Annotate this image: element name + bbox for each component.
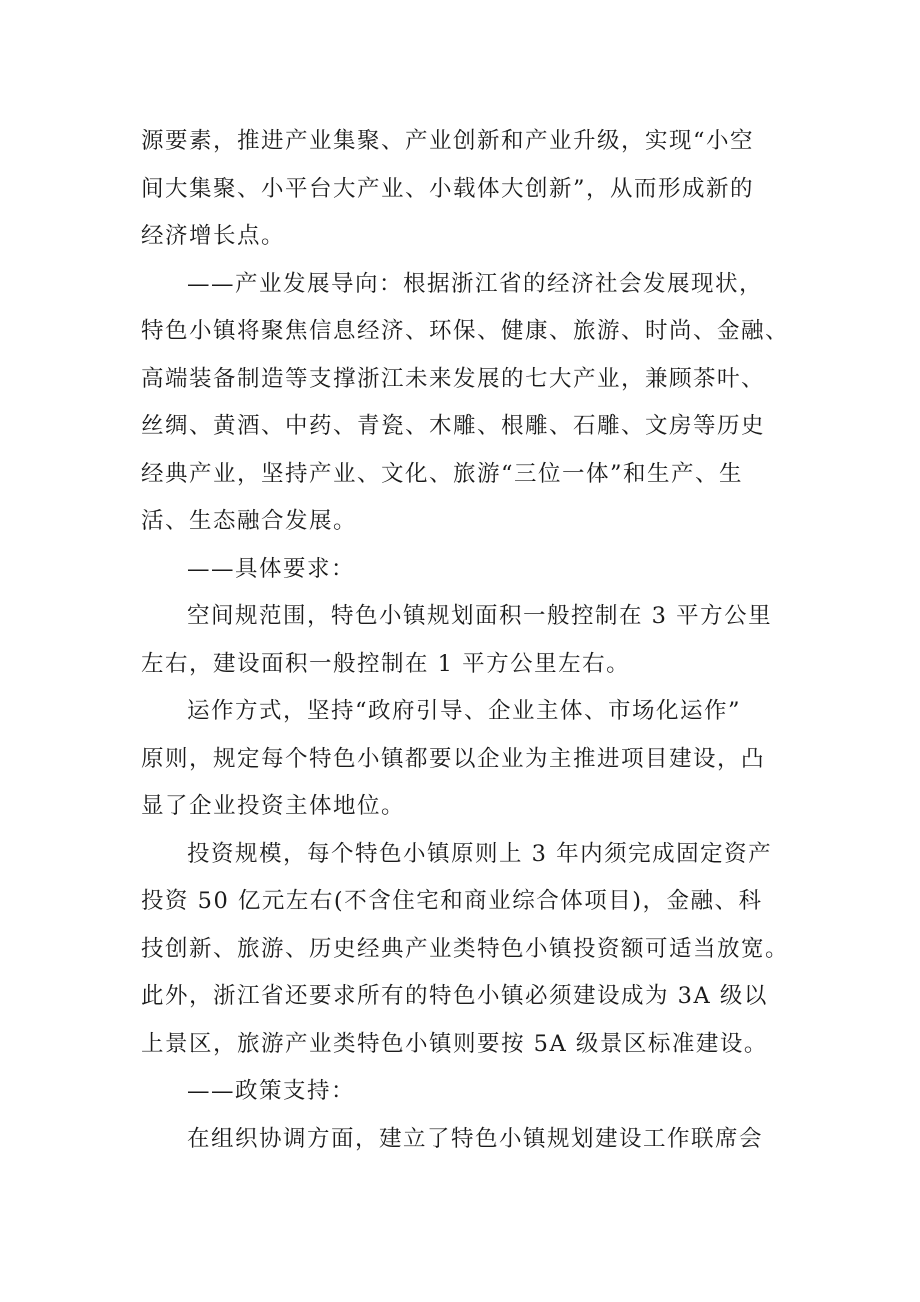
text-line: 上景区，旅游产业类特色小镇则要按 5A 级景区标准建设。	[141, 1030, 768, 1057]
text-line: 左右，建设面积一般控制在 1 平方公里左右。	[141, 650, 631, 677]
document-body	[141, 118, 790, 1163]
text-line: 此外，浙江省还要求所有的特色小镇必须建设成为 3A 级以	[141, 983, 768, 1009]
text-line: 特色小镇将聚焦信息经济、环保、健康、旅游、时尚、金融、	[141, 318, 790, 344]
text-line: 丝绸、黄酒、中药、青瓷、木雕、根雕、石雕、文房等历史	[141, 413, 766, 439]
section-heading-requirements: ——具体要求：	[187, 555, 356, 582]
text-line: 空间规范围，特色小镇规划面积一般控制在 3 平方公里	[187, 603, 773, 629]
text-line: 投资 50 亿元左右(不含住宅和商业综合体项目)，金融、科	[141, 888, 763, 914]
text-line: 技创新、旅游、历史经典产业类特色小镇投资额可适当放宽。	[141, 935, 790, 962]
text-line: 高端装备制造等支撑浙江未来发展的七大产业，兼顾茶叶、	[141, 365, 766, 392]
text-line: 源要素，推进产业集聚、产业创新和产业升级，实现“小空	[141, 128, 755, 154]
text-line: 在组织协调方面，建立了特色小镇规划建设工作联席会	[187, 1125, 764, 1152]
text-line: 间大集聚、小平台大产业、小载体大创新”，从而形成新的	[141, 175, 755, 202]
section-heading-policy: ——政策支持：	[187, 1078, 356, 1104]
text-line: 活、生态融合发展。	[141, 508, 358, 534]
text-line: 原则，规定每个特色小镇都要以企业为主推进项目建设，凸	[141, 745, 766, 772]
text-line: 运作方式，坚持“政府引导、企业主体、市场化运作”	[187, 698, 742, 724]
text-line: 经典产业，坚持产业、文化、旅游“三位一体”和生产、生	[141, 460, 744, 487]
text-line: 显了企业投资主体地位。	[141, 793, 406, 819]
section-heading-industry: ——产业发展导向：根据浙江省的经济社会发展现状，	[187, 270, 764, 297]
text-line: 投资规模，每个特色小镇原则上 3 年内须完成固定资产	[187, 840, 773, 867]
text-line: 经济增长点。	[141, 223, 286, 249]
